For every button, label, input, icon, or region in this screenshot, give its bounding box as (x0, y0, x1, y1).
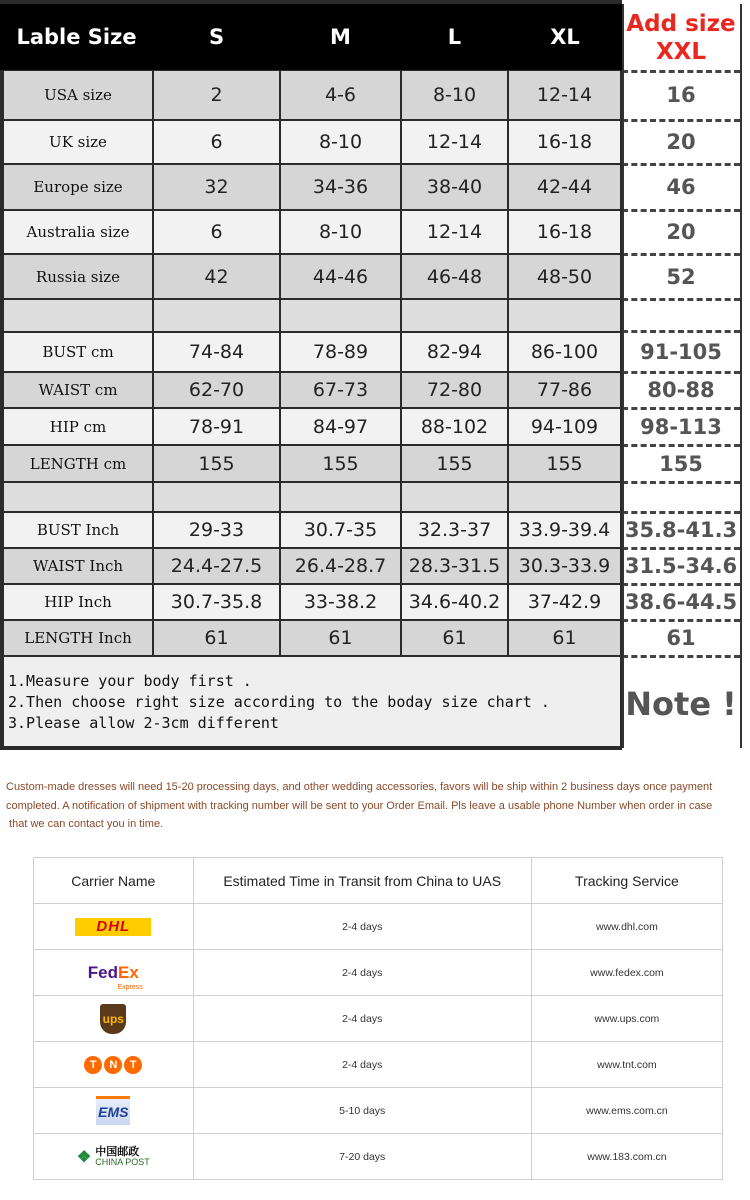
size-value: 32 (154, 165, 279, 209)
row-label: USA size (4, 71, 152, 119)
row-label: BUST cm (4, 333, 152, 371)
size-value: 74-84 (154, 333, 279, 371)
size-value: 33.9-39.4 (509, 513, 620, 547)
size-value: 62-70 (154, 373, 279, 407)
tracking-url: www.183.com.cn (531, 1134, 722, 1180)
size-value: 38-40 (402, 165, 507, 209)
size-value: 155 (509, 446, 620, 481)
spacer-cell (154, 483, 279, 511)
size-value: 155 (402, 446, 507, 481)
spacer-cell (509, 300, 620, 331)
xxl-value: 35.8-41.3 (622, 512, 740, 548)
xxl-label: XXL (655, 39, 707, 65)
size-value: 77-86 (509, 373, 620, 407)
size-value: 29-33 (154, 513, 279, 547)
size-value: 32.3-37 (402, 513, 507, 547)
ups-logo: ups (100, 1004, 126, 1034)
size-value: 12-14 (402, 211, 507, 253)
xxl-dashed-divider (622, 371, 740, 374)
spacer-cell (402, 483, 507, 511)
header-col-l: L (447, 25, 462, 49)
spacer-cell (154, 300, 279, 331)
size-value: 44-46 (281, 255, 400, 298)
transit-time: 2-4 days (193, 904, 531, 950)
china-post-logo: ❖ 中国邮政 CHINA POST (76, 1145, 150, 1167)
size-value: 61 (281, 621, 400, 655)
size-value: 34-36 (281, 165, 400, 209)
row-label: Europe size (4, 165, 152, 209)
row-label: WAIST Inch (4, 549, 152, 583)
xxl-dashed-divider (622, 547, 740, 550)
xxl-value: 20 (622, 210, 740, 254)
size-value: 8-10 (402, 71, 507, 119)
header-carrier-name: Carrier Name (34, 858, 194, 904)
xxl-value: 155 (622, 445, 740, 482)
table-row (34, 904, 723, 950)
size-value: 84-97 (281, 409, 400, 444)
size-value: 78-89 (281, 333, 400, 371)
size-value: 8-10 (281, 211, 400, 253)
row-label: UK size (4, 121, 152, 163)
xxl-value: 91-105 (622, 332, 740, 372)
xxl-dashed-divider (622, 253, 740, 256)
size-value: 4-6 (281, 71, 400, 119)
tnt-logo: T N T (84, 1056, 142, 1074)
transit-time: 7-20 days (193, 1134, 531, 1180)
xxl-dashed-divider (622, 119, 740, 122)
size-value: 30.7-35 (281, 513, 400, 547)
header-transit-time: Estimated Time in Transit from China to UAS (193, 858, 531, 904)
shipping-text-line: completed. A notification of shipment with tracking number will be sent to your Order Email. Pls leave a usable phone Number when order in case (6, 799, 713, 812)
shipping-info-text (6, 778, 726, 834)
row-label: Australia size (4, 211, 152, 253)
size-value: 30.7-35.8 (154, 585, 279, 619)
xxl-value: 80-88 (622, 372, 740, 408)
carrier-cell (34, 1134, 194, 1180)
xxl-dashed-divider (622, 330, 740, 333)
fedex-logo: Fed Ex Express (87, 962, 143, 991)
size-value: 24.4-27.5 (154, 549, 279, 583)
note-line: 2.Then choose right size according to the boday size chart . (8, 693, 550, 711)
xxl-dashed-divider (622, 163, 740, 166)
xxl-value: 20 (622, 120, 740, 164)
tracking-url: www.dhl.com (531, 904, 722, 950)
row-label: LENGTH Inch (4, 621, 152, 655)
xxl-value: 38.6-44.5 (622, 584, 740, 620)
spacer-cell (4, 483, 152, 511)
chart-header-row (0, 4, 622, 70)
size-value: 37-42.9 (509, 585, 620, 619)
transit-time: 2-4 days (193, 950, 531, 996)
add-size-label: Add size (626, 11, 736, 37)
transit-time: 2-4 days (193, 996, 531, 1042)
transit-time: 5-10 days (193, 1088, 531, 1134)
note-title: Note ! (622, 660, 740, 748)
carrier-cell (34, 1042, 194, 1088)
row-label: HIP cm (4, 409, 152, 444)
xxl-value: 46 (622, 164, 740, 210)
xxl-dashed-divider (622, 655, 740, 658)
xxl-dashed-divider (622, 407, 740, 410)
size-value: 42-44 (509, 165, 620, 209)
xxl-dashed-divider (622, 444, 740, 447)
tracking-url: www.ems.com.cn (531, 1088, 722, 1134)
size-value: 28.3-31.5 (402, 549, 507, 583)
size-value: 61 (402, 621, 507, 655)
size-value: 42 (154, 255, 279, 298)
size-value: 94-109 (509, 409, 620, 444)
xxl-value: 16 (622, 70, 740, 120)
header-tracking-service: Tracking Service (531, 858, 722, 904)
table-row (34, 1088, 723, 1134)
xxl-dashed-divider (622, 583, 740, 586)
tracking-url: www.fedex.com (531, 950, 722, 996)
size-value: 61 (154, 621, 279, 655)
header-col-xl: XL (550, 25, 580, 49)
carrier-cell (34, 996, 194, 1042)
header-label-size: Lable Size (16, 25, 137, 49)
size-value: 48-50 (509, 255, 620, 298)
spacer-cell (402, 300, 507, 331)
size-value: 6 (154, 121, 279, 163)
table-row (34, 996, 723, 1042)
tracking-url: www.ups.com (531, 996, 722, 1042)
size-value: 6 (154, 211, 279, 253)
tracking-url: www.tnt.com (531, 1042, 722, 1088)
size-value: 82-94 (402, 333, 507, 371)
table-row (34, 950, 723, 996)
row-label: WAIST cm (4, 373, 152, 407)
xxl-dashed-divider (622, 511, 740, 514)
xxl-value: 61 (622, 620, 740, 656)
carrier-cell (34, 1088, 194, 1134)
row-label: BUST Inch (4, 513, 152, 547)
note-line: 1.Measure your body first . (8, 672, 252, 690)
header-col-s: S (208, 25, 225, 49)
size-value: 16-18 (509, 121, 620, 163)
xxl-value: 98-113 (622, 408, 740, 445)
ems-logo: EMS (96, 1096, 130, 1125)
add-size-xxl-header (622, 4, 740, 70)
xxl-value: 52 (622, 254, 740, 299)
size-value: 78-91 (154, 409, 279, 444)
size-value: 72-80 (402, 373, 507, 407)
header-col-m: M (330, 25, 351, 49)
xxl-dashed-divider (622, 298, 740, 301)
carrier-cell (34, 904, 194, 950)
size-value: 12-14 (402, 121, 507, 163)
shipping-text-line: that we can contact you in time. (6, 818, 164, 830)
size-value: 88-102 (402, 409, 507, 444)
size-value: 16-18 (509, 211, 620, 253)
spacer-cell (281, 300, 400, 331)
carrier-cell (34, 950, 194, 996)
table-row (34, 1042, 723, 1088)
size-value: 155 (281, 446, 400, 481)
shipping-table-header (34, 858, 723, 904)
xxl-dashed-divider (622, 70, 740, 73)
size-value: 67-73 (281, 373, 400, 407)
size-value: 86-100 (509, 333, 620, 371)
size-value: 2 (154, 71, 279, 119)
size-value: 46-48 (402, 255, 507, 298)
shipping-text-line: Custom-made dresses will need 15-20 processing days, and other wedding accessories, favors will be ship within 2 business days once payment (6, 781, 713, 793)
transit-time: 2-4 days (193, 1042, 531, 1088)
xxl-dashed-divider (622, 209, 740, 212)
xxl-value: 31.5-34.6 (622, 548, 740, 584)
spacer-cell (281, 483, 400, 511)
notes-box (4, 657, 620, 746)
spacer-cell (4, 300, 152, 331)
size-value: 34.6-40.2 (402, 585, 507, 619)
spacer-cell (509, 483, 620, 511)
shipping-table (33, 857, 723, 1180)
row-label: HIP Inch (4, 585, 152, 619)
size-value: 26.4-28.7 (281, 549, 400, 583)
xxl-dashed-divider (622, 619, 740, 622)
size-value: 8-10 (281, 121, 400, 163)
size-value: 33-38.2 (281, 585, 400, 619)
xxl-dashed-divider (622, 481, 740, 484)
row-label: LENGTH cm (4, 446, 152, 481)
note-line: 3.Please allow 2-3cm different (8, 714, 279, 732)
size-value: 30.3-33.9 (509, 549, 620, 583)
table-row (34, 1134, 723, 1180)
size-value: 155 (154, 446, 279, 481)
row-label: Russia size (4, 255, 152, 298)
dhl-logo: DHL (75, 918, 151, 936)
size-value: 61 (509, 621, 620, 655)
size-value: 12-14 (509, 71, 620, 119)
